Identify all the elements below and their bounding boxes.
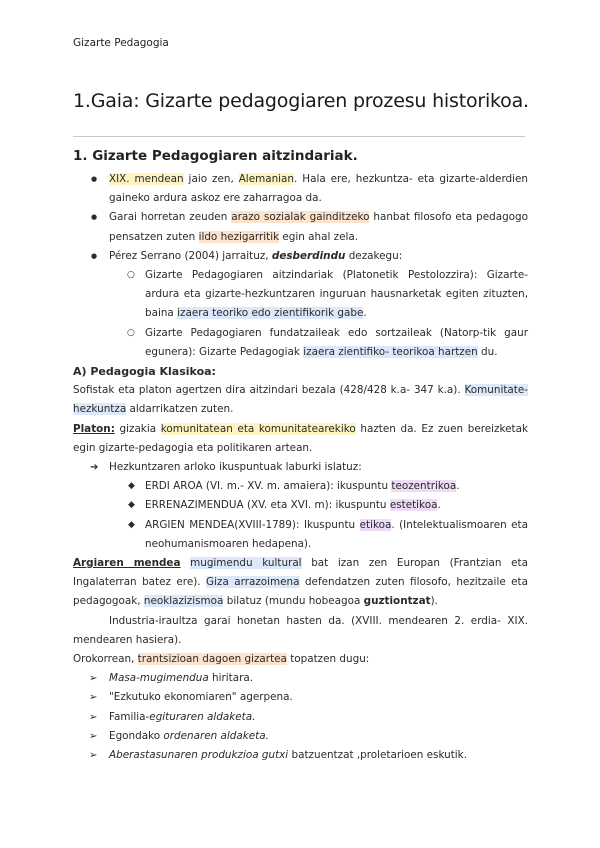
text: Sofistak eta platon agertzen dira aitzindari bezala (428/428 k.a- 347 k.a).	[73, 384, 465, 397]
sub-list-item	[109, 266, 528, 324]
section-heading: 1. Gizarte Pedagogiaren aitzindariak.	[73, 148, 358, 164]
list-item	[73, 247, 528, 362]
text: dezakegu:	[345, 249, 403, 262]
text: hanbat filosofo eta pedagogo pensatzen zuten	[109, 211, 528, 243]
text: bat izan zen Europan (Frantzian eta Ingalaterran batez ere).	[73, 557, 528, 589]
text: ARGIEN MENDEA(XVIII-1789): Ikuspuntu	[145, 518, 360, 531]
text: jaio zen,	[183, 173, 239, 185]
text: du.	[477, 345, 498, 358]
text: . Hala ere, hezkuntza- eta gizarte-alderdien gaineko ardura askoz ere zaharragoa da.	[109, 173, 529, 205]
italic-text: ordenaren aldaketa.	[163, 729, 269, 742]
text: . (Intelektualismoaren eta neohumanismoaren hedapena).	[145, 518, 528, 550]
diamond-list	[73, 477, 528, 554]
arrow-list	[73, 458, 528, 477]
text: .	[437, 499, 441, 512]
highlight: Giza arrazoimena	[206, 576, 300, 589]
highlight: izaera teoriko edo zientifikorik gabe	[177, 307, 364, 320]
text: hiritara.	[208, 672, 254, 685]
page-header: Gizarte Pedagogia	[73, 37, 169, 49]
highlight: arazo sozialak gainditzeko	[231, 211, 370, 224]
text: defendatzen zuten filosofo, hezitzaile eta pedagogoak,	[73, 576, 528, 608]
italic-text: Aberastasunaren produkzioa gutxi	[109, 749, 289, 762]
text: bilatuz (mundu hobeagoa	[223, 595, 364, 608]
sub-list	[109, 266, 528, 362]
document-body	[73, 170, 528, 765]
highlight: trantsizioan dagoen gizartea	[137, 653, 287, 666]
subheading-pedagogia-klasikoa: A) Pedagogia Klasikoa:	[73, 365, 216, 379]
list-item	[73, 746, 528, 765]
highlight: XIX. mendean	[109, 173, 184, 185]
text: Familia-	[109, 710, 150, 723]
text: .	[456, 480, 460, 493]
text: egin ahal zela.	[279, 230, 359, 243]
text: ERRENAZIMENDUA (XV. eta XVI. m): ikuspuntu	[145, 499, 390, 512]
highlight: izaera zientifiko- teorikoa hartzen	[303, 345, 478, 358]
paragraph	[73, 381, 528, 419]
list-item	[73, 708, 528, 727]
text: gizakia	[114, 422, 161, 435]
highlight: estetikoa	[389, 499, 438, 512]
paragraph: Industria-iraultza garai honetan hasten da. (XVIII. mendearen 2. erdia- XIX. mendearen hasiera).	[73, 614, 528, 646]
underlined-term: Argiaren mendea	[73, 557, 181, 570]
text: aldarrikatzen zuten.	[126, 403, 234, 416]
underlined-term: Platon:	[73, 422, 115, 435]
text	[180, 557, 190, 569]
list-item	[73, 496, 528, 515]
emphasis: desberdindu	[271, 249, 346, 262]
highlight: etikoa	[359, 518, 392, 531]
title-divider	[73, 136, 525, 137]
highlight: teozentrikoa	[391, 480, 457, 493]
paragraph	[73, 650, 528, 669]
list-item	[73, 208, 528, 246]
text: ERDI AROA (VI. m.- XV. m. amaiera): ikuspuntu	[145, 480, 392, 493]
list-item	[73, 727, 528, 746]
highlight: mugimendu kultural	[190, 557, 302, 570]
highlight: Alemanian	[238, 173, 295, 185]
paragraph	[73, 554, 528, 612]
text: hazten da. Ez zuen bereizketak egin gizarte-pedagogia eta politikaren artean.	[73, 422, 528, 454]
text: topatzen dugu:	[286, 653, 370, 666]
highlight: ildo hezigarritik	[198, 230, 280, 243]
italic-text: Masa-mugimendua	[109, 672, 209, 685]
text: Gizarte Pedagogiaren aitzindariak (Platonetik Pestolozzira): Gizarte-ardura eta gizarte-hezkuntzaren inguruan hausnarketak egiten zituzten, baina	[145, 269, 528, 320]
italic-text: egituraren aldaketa.	[149, 710, 256, 723]
page-title: 1.Gaia: Gizarte pedagogiaren prozesu historikoa.	[73, 90, 529, 112]
bold-term: guztiontzat	[363, 595, 431, 608]
highlight: neoklazizismoa	[143, 595, 224, 608]
text: .	[363, 307, 367, 320]
text: batzuentzat ,proletarioen eskutik.	[288, 749, 468, 762]
highlight: Komunitate-hezkuntza	[73, 384, 528, 416]
paragraph	[73, 420, 528, 458]
chevron-list	[73, 669, 528, 765]
list-item: ➔ Hezkuntzaren arloko ikuspuntuak laburki islatuz:	[73, 458, 528, 477]
text: Garai horretan zeuden	[109, 211, 232, 224]
text: Gizarte Pedagogiaren fundatzaileak edo sortzaileak (Natorp-tik gaur egunera): Gizarte Pedagogiak	[145, 326, 528, 358]
list-item	[73, 669, 528, 688]
text: ).	[430, 595, 438, 608]
text: Pérez Serrano (2004) jarraituz,	[109, 249, 272, 262]
list-item	[73, 477, 528, 496]
text: Egondako	[109, 729, 164, 742]
list-item	[73, 170, 528, 208]
highlight: komunitatean eta komunitatearekiko	[160, 422, 356, 435]
list-item: ➢ "Ezkutuko ekonomiaren" agerpena.	[73, 688, 528, 707]
bullet-list	[73, 170, 528, 362]
text: Orokorrean,	[73, 653, 138, 666]
list-item	[73, 516, 528, 554]
sub-list-item	[109, 324, 528, 362]
